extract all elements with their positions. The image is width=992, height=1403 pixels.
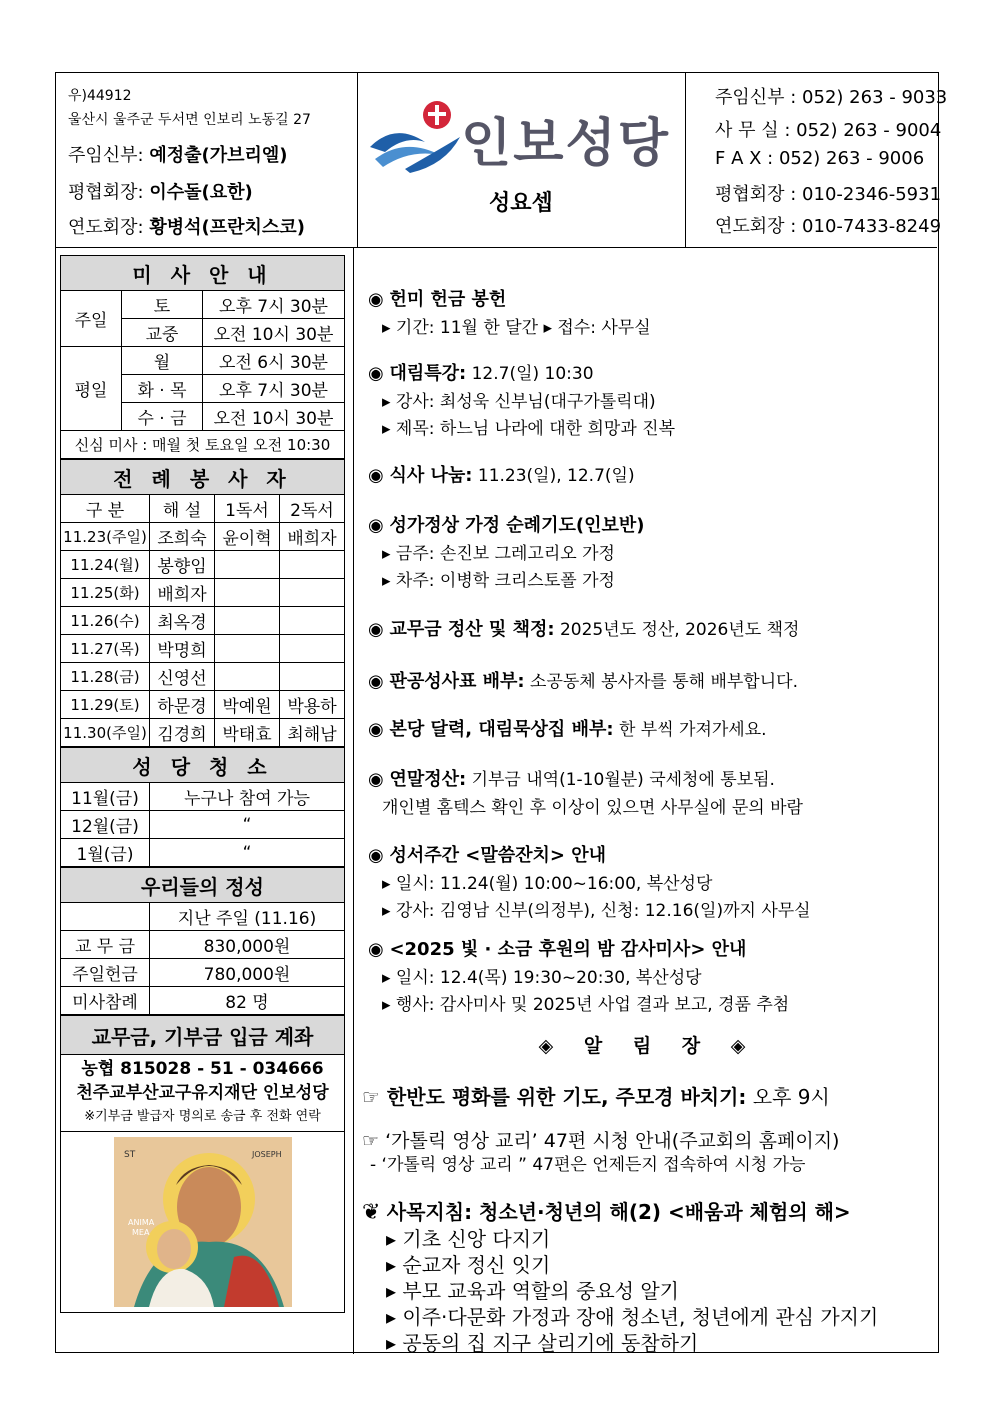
news-item [368, 359, 675, 439]
offerings-blank [61, 903, 150, 931]
zip-code: 우)44912 [68, 88, 132, 104]
servers-person: 최해남 [280, 719, 345, 747]
mass-title: 미 사 안 내 [61, 256, 345, 291]
devotion-mass-note: 신심 미사 : 매월 첫 토요일 오전 10:30 [61, 431, 345, 459]
news-title: ◉ 대림특강: 12.7(일) 10:30 [368, 363, 594, 384]
bullet-icon: ◉ [368, 363, 390, 384]
servers-person: 박태효 [215, 719, 280, 747]
news-detail: ▸ 일시: 12.4(목) 19:30~20:30, 복산성당 [382, 968, 702, 988]
servers-person [280, 663, 345, 691]
offering-label: 미사참례 [61, 987, 150, 1015]
cleaning-value: “ [150, 811, 345, 839]
pastoral-list [386, 1223, 878, 1353]
news-item [368, 511, 644, 591]
mass-table [60, 255, 345, 459]
contact-line: 연도회장 : 010-7433-8249 [715, 216, 942, 237]
servers-date: 11.25(화) [61, 579, 150, 607]
pastoral-item: ▸ 기초 신앙 다지기 [386, 1227, 551, 1251]
bullet-icon: ◉ [368, 619, 390, 640]
news-item [368, 715, 767, 741]
account-title: 교무금, 기부금 입금 계좌 [61, 1016, 345, 1055]
cleaning-month: 11월(금) [61, 783, 150, 811]
servers-header: 1독서 [215, 495, 280, 523]
header-contacts [685, 73, 948, 247]
servers-person: 신영선 [150, 663, 215, 691]
mass-time: 오전 6시 30분 [203, 347, 345, 375]
news-item [368, 841, 811, 921]
servers-header: 2독서 [280, 495, 345, 523]
mass-day: 화 · 목 [122, 375, 203, 403]
servers-person [215, 635, 280, 663]
contact-line: F A X : 052) 263 - 9006 [715, 148, 925, 169]
bullet-icon: ◉ [368, 671, 390, 692]
mass-time: 오전 10시 30분 [203, 319, 345, 347]
servers-date: 11.23(주일) [61, 523, 150, 551]
pastor-line: 주임신부: 예정출(가브리엘) [68, 145, 288, 166]
servers-person: 봉향임 [150, 551, 215, 579]
news-title: ◉ 본당 달력, 대림묵상집 배부: 한 부씩 가져가세요. [368, 719, 767, 740]
news-item [368, 765, 803, 818]
bullet-icon: ◉ [368, 465, 390, 486]
church-name: 인보성당 [461, 114, 670, 174]
offering-label: 주일헌금 [61, 959, 150, 987]
servers-row [61, 719, 345, 747]
servers-row [61, 635, 345, 663]
mass-day: 수 · 금 [122, 403, 203, 431]
servers-date: 11.26(수) [61, 607, 150, 635]
news-detail: ▸ 제목: 하느님 나라에 대한 희망과 진복 [382, 419, 676, 439]
offering-amount: 780,000원 [150, 959, 345, 987]
news-detail: ▸ 기간: 11월 한 달간 ▸ 접수: 사무실 [382, 318, 651, 338]
servers-person: 윤이혁 [215, 523, 280, 551]
offering-amount: 830,000원 [150, 931, 345, 959]
mass-day: 월 [122, 347, 203, 375]
bulletin-title: 성요셉 [489, 191, 553, 216]
ryeondo-line: 연도회장: 황병석(프란치스코) [68, 217, 305, 238]
servers-row [61, 579, 345, 607]
news-title: ◉ 헌미 헌금 봉헌 [368, 289, 507, 310]
cleaning-title: 성 당 청 소 [61, 748, 345, 783]
cleaning-table [60, 747, 345, 867]
offering-amount: 82 명 [150, 987, 345, 1015]
servers-date: 11.27(목) [61, 635, 150, 663]
bullet-icon: ◉ [368, 845, 390, 866]
news-detail: ▸ 행사: 감사미사 및 2025년 사업 결과 보고, 경품 추첨 [382, 995, 790, 1015]
cleaning-month: 12월(금) [61, 811, 150, 839]
news-item [368, 285, 651, 338]
sunday-label: 주일 [61, 291, 122, 347]
header [56, 73, 948, 248]
servers-row [61, 663, 345, 691]
news-detail: ▸ 강사: 최성욱 신부님(대구가톨릭대) [382, 392, 656, 412]
servers-person [215, 663, 280, 691]
offering-label: 교 무 금 [61, 931, 150, 959]
servers-person [280, 607, 345, 635]
servers-title: 전 례 봉 사 자 [61, 460, 345, 495]
icon-label-anima: ANIMA [127, 1218, 154, 1227]
news-detail: ▸ 차주: 이병학 크리스토폴 가정 [382, 571, 615, 591]
servers-person: 최옥경 [150, 607, 215, 635]
servers-row [61, 607, 345, 635]
mass-time: 오후 7시 30분 [203, 291, 345, 319]
account-note: ※기부금 발급자 명의로 송금 후 전화 연락 [84, 1109, 321, 1124]
left-column [60, 255, 345, 1313]
news-item [368, 615, 799, 641]
video-notice: ☞ ‘가톨릭 영상 교리’ 47편 시청 안내(주교회의 홈페이지) [362, 1130, 840, 1152]
video-sub: - ‘가톨릭 영상 교리 ” 47편은 언제든지 접속하여 시청 가능 [370, 1155, 806, 1175]
account-table [60, 1015, 345, 1313]
news-title: ◉ 교무금 정산 및 책정: 2025년도 정산, 2026년도 책정 [368, 619, 800, 640]
contact-line: 주임신부 : 052) 263 - 9033 [715, 87, 948, 108]
offerings-period: 지난 주일 (11.16) [150, 903, 345, 931]
council-line: 평협회장: 이수돌(요한) [68, 182, 253, 203]
icon-label-st: ST [123, 1150, 135, 1160]
offerings-title: 우리들의 정성 [61, 868, 345, 903]
bullet-icon: ◉ [368, 719, 390, 740]
account-info [61, 1055, 345, 1132]
cleaning-value: 누구나 참여 가능 [150, 783, 345, 811]
servers-rows [61, 523, 345, 747]
servers-person: 하문경 [150, 691, 215, 719]
news-detail: ▸ 강사: 김영남 신부(의정부), 신청: 12.16(일)까지 사무실 [382, 901, 811, 921]
servers-row [61, 691, 345, 719]
header-logo [357, 73, 686, 247]
header-info [56, 73, 358, 247]
pastoral-heading: ❦ 사목지침: 청소년·청년의 해(2) <배움과 체험의 해> [362, 1200, 851, 1225]
column-divider [353, 247, 354, 1354]
bullet-icon: ◉ [368, 939, 390, 960]
cleaning-value: “ [150, 839, 345, 867]
flourish-icon: ❦ [362, 1200, 381, 1225]
servers-person: 박용하 [280, 691, 345, 719]
mass-day: 교중 [122, 319, 203, 347]
mass-day: 토 [122, 291, 203, 319]
pastoral-item: ▸ 순교자 정신 잇기 [386, 1253, 551, 1277]
account-number: 농협 815028 - 51 - 034666 [81, 1059, 324, 1079]
news-detail: 개인별 홈텍스 확인 후 이상이 있으면 사무실에 문의 바람 [382, 798, 803, 818]
servers-person [280, 551, 345, 579]
servers-person [215, 551, 280, 579]
news-title: ◉ 성가정상 가정 순례기도(인보반) [368, 515, 645, 536]
servers-date: 11.29(토) [61, 691, 150, 719]
mass-time: 오전 10시 30분 [203, 403, 345, 431]
servers-person [215, 579, 280, 607]
contact-line: 사 무 실 : 052) 263 - 9004 [715, 120, 942, 141]
icon-cell [61, 1132, 345, 1313]
icon-label-mea: MEA [131, 1228, 149, 1237]
weekday-label: 평일 [61, 347, 122, 431]
servers-row [61, 551, 345, 579]
servers-person: 김경희 [150, 719, 215, 747]
st-joseph-icon [114, 1137, 292, 1307]
news-title: ◉ 판공성사표 배부: 소공동체 봉사자를 통해 배부합니다. [368, 671, 798, 692]
servers-date: 11.24(월) [61, 551, 150, 579]
news-item [368, 461, 635, 487]
bullet-icon: ◉ [368, 769, 390, 790]
pastoral-item: ▸ 부모 교육과 역할의 중요성 알기 [386, 1279, 679, 1303]
offerings-table [60, 867, 345, 1015]
address: 울산시 울주군 두서면 인보리 노동길 27 [68, 112, 311, 128]
pastoral-item: ▸ 이주·다문화 가정과 장애 청소년, 청년에게 관심 가지기 [386, 1305, 879, 1329]
servers-table [60, 459, 345, 747]
notice-heading: ◈ 알 림 장 ◈ [538, 1035, 758, 1057]
prayer-notice: ☞ 한반도 평화를 위한 기도, 주모경 바치기: 오후 9시 [362, 1085, 830, 1109]
servers-row [61, 523, 345, 551]
news-title: ◉ 연말정산: 기부금 내역(1-10월분) 국세청에 통보됨. [368, 769, 775, 790]
news-title: ◉ <2025 빛 · 소금 후원의 밤 감사미사> 안내 [368, 939, 747, 960]
church-logo-icon [365, 97, 465, 177]
bulletin-page [55, 72, 948, 1355]
news-detail: ▸ 금주: 손진보 그레고리오 가정 [382, 544, 615, 564]
servers-date: 11.28(금) [61, 663, 150, 691]
icon-label-joseph: JOSEPH [251, 1150, 282, 1159]
pastoral-item: ▸ 공동의 집 지구 살리기에 동참하기 [386, 1331, 699, 1355]
servers-date: 11.30(주일) [61, 719, 150, 747]
servers-person [280, 635, 345, 663]
news-item [368, 667, 798, 693]
servers-person: 박예원 [215, 691, 280, 719]
servers-person: 박명희 [150, 635, 215, 663]
servers-person [215, 607, 280, 635]
news-title: ◉ 성서주간 <말씀잔치> 안내 [368, 845, 607, 866]
news-item [368, 935, 789, 1015]
servers-person: 조희숙 [150, 523, 215, 551]
news-detail: ▸ 일시: 11.24(월) 10:00~16:00, 복산성당 [382, 874, 713, 894]
servers-header: 해 설 [150, 495, 215, 523]
cleaning-month: 1월(금) [61, 839, 150, 867]
contact-line: 평협회장 : 010-2346-5931 [715, 184, 942, 205]
servers-header: 구 분 [61, 495, 150, 523]
bullet-icon: ◉ [368, 289, 390, 310]
mass-time: 오후 7시 30분 [203, 375, 345, 403]
servers-person: 배희자 [280, 523, 345, 551]
servers-person: 배희자 [150, 579, 215, 607]
news-title: ◉ 식사 나눔: 11.23(일), 12.7(일) [368, 465, 635, 486]
account-holder: 천주교부산교구유지재단 인보성당 [76, 1083, 329, 1103]
bullet-icon: ◉ [368, 515, 390, 536]
servers-person [280, 579, 345, 607]
